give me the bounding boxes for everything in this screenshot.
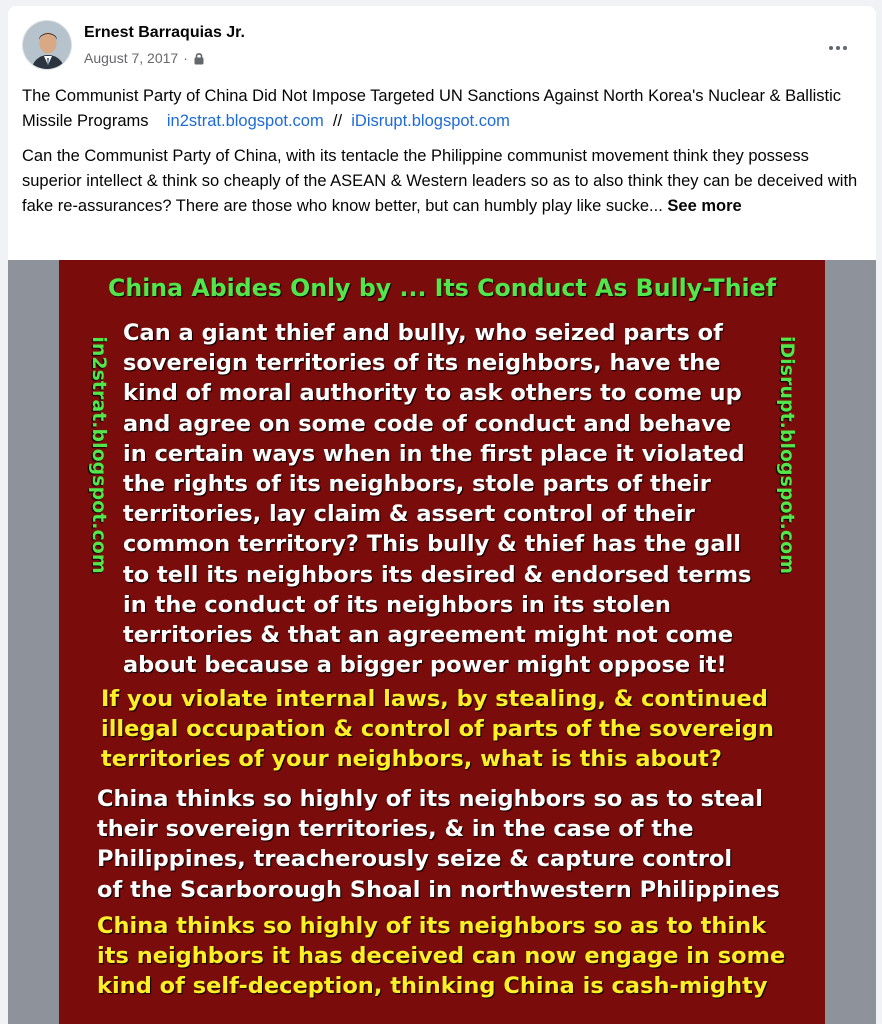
poster-line: about because a bigger power might oppose it! [123, 652, 727, 679]
poster-line: territories & that an agreement might not come [123, 622, 734, 649]
more-options-button[interactable] [820, 30, 856, 66]
meta-separator: · [183, 50, 188, 66]
see-more-button[interactable]: See more [667, 197, 742, 215]
lock-icon [193, 52, 205, 65]
poster-title: China Abides Only by ... Its Conduct As Bully-Thief [107, 274, 777, 302]
poster-line: sovereign territories of its neighbors, have the [123, 350, 721, 377]
poster-line: the rights of its neighbors, stole parts of their [123, 471, 711, 498]
link-idisrupt[interactable]: iDisrupt.blogspot.com [351, 112, 510, 130]
poster-right-watermark: iDisrupt.blogspot.com [776, 335, 798, 575]
poster-line: territories, lay claim & assert control of their [123, 501, 695, 528]
poster-block-3 [97, 784, 780, 905]
poster-line: Can a giant thief and bully, who seized parts of [123, 320, 723, 346]
poster-line: If you violate internal laws, by stealing, & continued [101, 686, 768, 712]
ellipsis-icon [829, 46, 833, 50]
poster-line: in the conduct of its neighbors in its stolen [123, 591, 671, 618]
poster-image [59, 260, 825, 1024]
avatar-photo-icon [23, 21, 72, 70]
link-in2strat[interactable]: in2strat.blogspot.com [166, 112, 324, 130]
poster-line: kind of self-deception, thinking China is cash-mighty [97, 973, 768, 1000]
post-header [22, 20, 862, 76]
poster-line: its neighbors it has deceived can now engage in some [97, 943, 786, 970]
ellipsis-icon-dot [843, 46, 847, 50]
post-title-text [22, 84, 858, 134]
poster-line: territories of your neighbors, what is this about? [101, 746, 722, 773]
poster-line: to tell its neighbors its desired & endorsed terms [123, 561, 752, 588]
poster-block-4 [97, 911, 785, 1002]
poster-block-1 [123, 318, 751, 680]
poster-line: China thinks so highly of its neighbors so as to steal [97, 786, 763, 812]
poster-line: kind of moral authority to ask others to come up [123, 380, 742, 407]
poster-left-watermark: in2strat.blogspot.com [88, 336, 110, 574]
post-date[interactable]: August 7, 2017 [84, 50, 179, 66]
poster-block-2 [101, 684, 774, 775]
ellipsis-icon-dot [836, 46, 840, 50]
post-body-text [22, 144, 858, 219]
poster-line: Philippines, treacherously seize & capture control [97, 846, 733, 873]
post-body: Can the Communist Party of China, with its tentacle the Philippine communist movement think they possess superior intellect & think so cheaply of the ASEAN & Western leaders so as to also think they can be deceived with fake re-assurances? There are those who know better, but can humbly play like sucke... [22, 147, 858, 215]
post-title: The Communist Party of China Did Not Impose Targeted UN Sanctions Against North Korea's Nuclear & Ballistic Missile Programs [22, 87, 842, 130]
post-card [8, 6, 876, 1024]
avatar[interactable] [22, 20, 72, 70]
author-name[interactable]: Ernest Barraquias Jr. [84, 24, 245, 41]
poster-line: and agree on some code of conduct and behave [123, 410, 732, 437]
post-photo[interactable] [8, 260, 876, 1024]
poster-line: their sovereign territories, & in the case of the [97, 816, 694, 843]
link-separator: // [332, 112, 343, 130]
post-meta [84, 50, 205, 66]
poster-line: of the Scarborough Shoal in northwestern Philippines [97, 876, 780, 903]
poster-line: China thinks so highly of its neighbors so as to think [97, 913, 767, 939]
poster-line: in certain ways when in the first place it violated [123, 440, 745, 467]
poster-line: common territory? This bully & thief has the gall [123, 531, 741, 558]
poster-line: illegal occupation & control of parts of the sovereign [101, 716, 774, 743]
